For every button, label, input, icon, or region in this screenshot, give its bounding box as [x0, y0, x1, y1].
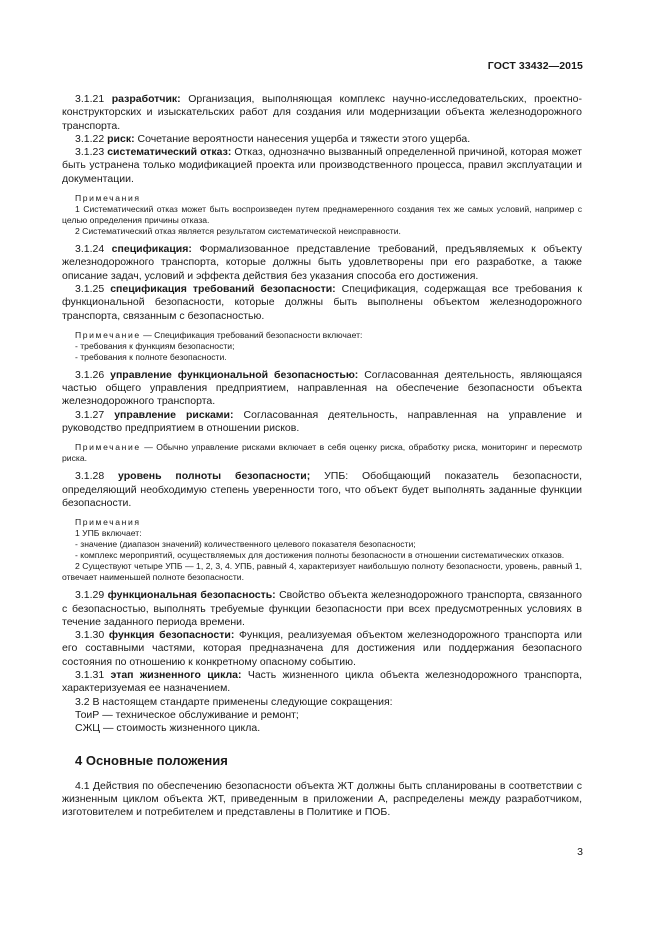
abbreviations-intro: 3.2 В настоящем стандарте применены следующие сокращения:: [75, 695, 393, 708]
term-title: функциональная безопасность:: [107, 589, 276, 602]
page-number: 3: [577, 846, 583, 858]
term-title: разработчик:: [111, 93, 181, 105]
term-3-1-29: 3.1.29 функциональная безопасность: Свойство объекта железнодорожного транспорта, связанного с безопасностью, выполнять требуемые функции безопасности при всех предусмотренных условиях в течение заданного периода времени.: [62, 589, 582, 628]
note-item: 2 Существуют четыре УПБ — 1, 2, 3, 4. УПБ, равный 4, характеризует наибольшую полноту безопасности, уровень, равный 1, отвечает наименьшей полноте безопасности.: [62, 561, 582, 583]
note-list-item: - требования к функциям безопасности;: [75, 340, 235, 351]
note-item: 1 УПБ включает:: [75, 528, 142, 539]
term-title: функция безопасности:: [108, 629, 235, 642]
term-title: систематический отказ:: [107, 146, 232, 159]
notes-block-4: [62, 517, 582, 583]
term-title: управление рисками:: [114, 408, 234, 421]
term-title: спецификация:: [111, 243, 192, 256]
note-list-item: - требования к полноте безопасности.: [75, 351, 227, 362]
term-title: спецификация требований безопасности:: [110, 282, 336, 295]
abbreviation-item: ТоиР — техническое обслуживание и ремонт;: [75, 708, 299, 721]
note-block-3: [62, 442, 582, 464]
abbreviation-item: СЖЦ — стоимость жизненного цикла.: [75, 722, 261, 735]
term-3-1-27: 3.1.27 управление рисками: Согласованная деятельность, направленная на управление и руководство предприятием в отношении рисков.: [62, 408, 583, 435]
paragraph-4-1: 4.1 Действия по обеспечению безопасности объекта ЖТ должны быть спланированы в соответствии с жизненным циклом объекта ЖТ, приведенным в приложении А, распределены между разработчиком, изготовителем и потребителем и представлены в Политике и ПОБ.: [62, 779, 582, 819]
note-block-2: [62, 330, 582, 363]
term-3-1-22: 3.1.22 риск: Сочетание вероятности нанесения ущерба и тяжести этого ущерба.: [75, 132, 471, 145]
note-item: 1 Систематический отказ может быть воспроизведен путем преднамеренного создания тех же самых условий, например с целью определения причины отказа.: [62, 204, 582, 226]
section-4-heading: 4 Основные положения: [75, 752, 228, 768]
note-list-item: - комплекс мероприятий, осуществляемых для достижения полноты безопасности в отношении систематических отказов.: [75, 550, 565, 561]
notes-title: Примечания: [75, 193, 141, 204]
term-title: уровень полноты безопасности;: [118, 470, 311, 483]
note-item: Примечание — Обычно управление рисками включает в себя оценку риска, обработку риска, мониторинг и пересмотр риска.: [62, 442, 582, 464]
note-item: 2 Систематический отказ является результатом систематической неисправности.: [75, 226, 401, 237]
term-title: этап жизненного цикла:: [110, 669, 242, 682]
term-3-1-30: 3.1.30 функция безопасности: Функция, реализуемая объектом железнодорожного транспорта или его составными частями, которая предназначена для достижения или поддержания безопасного состояния по отношению к конкретному опасному событию.: [62, 629, 582, 668]
notes-title: Примечания: [75, 517, 141, 528]
term-3-1-23: 3.1.23 систематический отказ: Отказ, однозначно вызванный определенной причиной, которая может быть устранена только модификацией проекта или производственного процесса, правил эксплуатации и документации.: [62, 146, 582, 185]
note-list-item: - значение (диапазон значений) количественного целевого показателя безопасности;: [75, 539, 416, 550]
term-title: риск:: [107, 132, 135, 145]
term-3-1-26: 3.1.26 управление функциональной безопасностью: Согласованная деятельность, являющаяся частью общего управления предприятием, направленная на обеспечение безопасности объекта железнодорожного транспорта.: [62, 368, 583, 408]
page-content: [62, 93, 582, 819]
term-3-1-31: 3.1.31 этап жизненного цикла: Часть жизненного цикла объекта железнодорожного транспорта, характеризуемая ее назначением.: [62, 669, 582, 695]
term-3-1-28: 3.1.28 уровень полноты безопасности; УПБ: Обобщающий показатель безопасности, определяющий необходимую степень уверенности того, что объект будет выполнять заданные функции безопасности.: [62, 470, 582, 509]
term-3-1-25: 3.1.25 спецификация требований безопасности: Спецификация, содержащая все требования к функциональной безопасности, которые должны быть выполнены объектом железнодорожного транспорта, связанным с безопасностью.: [62, 282, 583, 322]
term-3-1-21: 3.1.21 разработчик: Организация, выполняющая комплекс научно-исследовательских, проектно-конструкторских и изыскательских работ для создания или модернизации объекта железнодорожного транспорта.: [62, 93, 583, 132]
note-item: Примечание — Спецификация требований безопасности включает:: [75, 329, 363, 340]
term-3-1-24: 3.1.24 спецификация: Формализованное представление требований, предъявляемых к объекту железнодорожного транспорта, которые должны быть удовлетворены при его разработке, а также описание задач, условий и эффекта действия без указания способа его достижения.: [62, 243, 582, 282]
standard-code-header: ГОСТ 33432—2015: [487, 60, 583, 72]
notes-block-1: [62, 193, 582, 237]
term-title: управление функциональной безопасностью:: [110, 368, 359, 381]
